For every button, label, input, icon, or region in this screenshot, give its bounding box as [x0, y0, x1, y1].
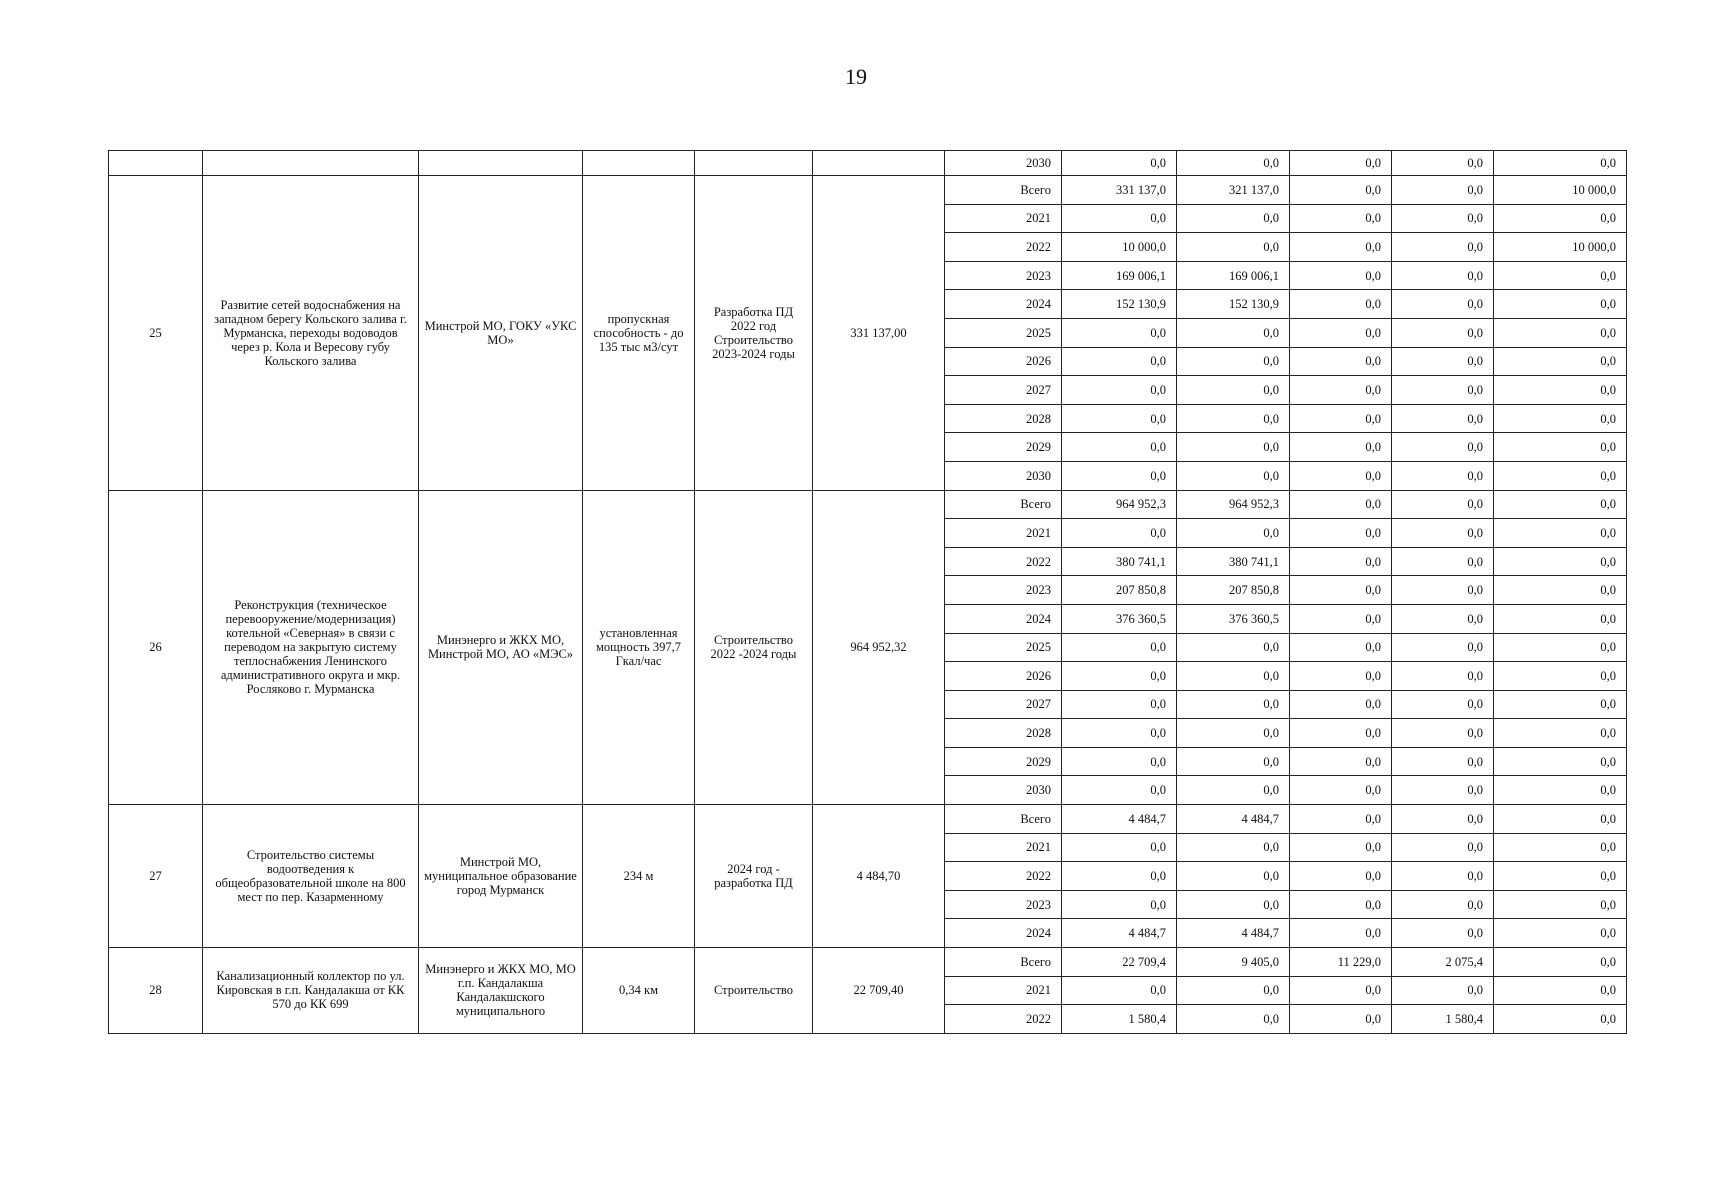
value-cell: 376 360,5 — [1062, 604, 1177, 633]
investment-projects-table — [108, 150, 1627, 1034]
value-cell: 0,0 — [1392, 862, 1494, 891]
value-cell: 0,0 — [1494, 604, 1627, 633]
year-cell: 2023 — [945, 576, 1062, 605]
value-cell: 0,0 — [1392, 747, 1494, 776]
value-cell: 0,0 — [1494, 633, 1627, 662]
value-cell: 0,0 — [1392, 461, 1494, 490]
value-cell: 0,0 — [1494, 261, 1627, 290]
value-cell: 964 952,3 — [1177, 490, 1290, 519]
value-cell: 0,0 — [1392, 347, 1494, 376]
value-cell: 10 000,0 — [1494, 176, 1627, 205]
value-cell: 0,0 — [1392, 204, 1494, 233]
empty-cell — [695, 151, 813, 176]
year-cell: 2022 — [945, 862, 1062, 891]
value-cell: 4 484,7 — [1062, 805, 1177, 834]
year-cell: 2021 — [945, 833, 1062, 862]
value-cell: 0,0 — [1177, 976, 1290, 1005]
project-capacity: 234 м — [583, 805, 695, 948]
value-cell: 0,0 — [1290, 261, 1392, 290]
value-cell: 0,0 — [1290, 461, 1392, 490]
value-cell: 0,0 — [1494, 547, 1627, 576]
value-cell: 0,0 — [1392, 776, 1494, 805]
value-cell: 4 484,7 — [1177, 805, 1290, 834]
year-cell: 2021 — [945, 976, 1062, 1005]
year-cell: 2021 — [945, 519, 1062, 548]
value-cell: 0,0 — [1177, 862, 1290, 891]
value-cell: 0,0 — [1392, 547, 1494, 576]
value-cell: 0,0 — [1062, 890, 1177, 919]
value-cell: 0,0 — [1494, 347, 1627, 376]
value-cell: 0,0 — [1177, 151, 1290, 176]
value-cell: 0,0 — [1290, 633, 1392, 662]
value-cell: 0,0 — [1177, 1005, 1290, 1034]
value-cell: 376 360,5 — [1177, 604, 1290, 633]
value-cell: 0,0 — [1062, 662, 1177, 691]
year-cell: Всего — [945, 805, 1062, 834]
value-cell: 0,0 — [1392, 719, 1494, 748]
value-cell: 0,0 — [1392, 376, 1494, 405]
empty-cell — [583, 151, 695, 176]
value-cell: 0,0 — [1062, 204, 1177, 233]
value-cell: 4 484,7 — [1177, 919, 1290, 948]
value-cell: 0,0 — [1494, 490, 1627, 519]
empty-cell — [109, 151, 203, 176]
value-cell: 0,0 — [1290, 719, 1392, 748]
value-cell: 0,0 — [1177, 776, 1290, 805]
value-cell: 0,0 — [1177, 633, 1290, 662]
year-cell: 2024 — [945, 290, 1062, 319]
year-cell: 2022 — [945, 233, 1062, 262]
table-row — [109, 805, 1627, 834]
value-cell: 0,0 — [1177, 318, 1290, 347]
value-cell: 0,0 — [1290, 919, 1392, 948]
value-cell: 0,0 — [1290, 404, 1392, 433]
value-cell: 0,0 — [1392, 261, 1494, 290]
value-cell: 0,0 — [1494, 290, 1627, 319]
year-cell: 2025 — [945, 633, 1062, 662]
value-cell: 0,0 — [1062, 776, 1177, 805]
value-cell: 0,0 — [1392, 318, 1494, 347]
value-cell: 0,0 — [1290, 176, 1392, 205]
value-cell: 0,0 — [1290, 604, 1392, 633]
table-row — [109, 176, 1627, 205]
year-cell: 2027 — [945, 376, 1062, 405]
value-cell: 0,0 — [1494, 204, 1627, 233]
value-cell: 0,0 — [1392, 433, 1494, 462]
value-cell: 0,0 — [1290, 862, 1392, 891]
value-cell: 0,0 — [1392, 233, 1494, 262]
value-cell: 0,0 — [1062, 747, 1177, 776]
value-cell: 152 130,9 — [1062, 290, 1177, 319]
project-name: Развитие сетей водоснабжения на западном берегу Кольского залива г. Мурманска, переходы водоводов через р. Кола и Вересову губу Кольского залива — [203, 176, 419, 491]
value-cell: 0,0 — [1494, 833, 1627, 862]
empty-cell — [813, 151, 945, 176]
year-cell: 2021 — [945, 204, 1062, 233]
value-cell: 0,0 — [1494, 151, 1627, 176]
value-cell: 0,0 — [1177, 833, 1290, 862]
year-cell: 2028 — [945, 719, 1062, 748]
project-number: 27 — [109, 805, 203, 948]
year-cell: Всего — [945, 490, 1062, 519]
project-period: Строительство — [695, 948, 813, 1034]
value-cell: 0,0 — [1290, 690, 1392, 719]
value-cell: 0,0 — [1494, 747, 1627, 776]
value-cell: 0,0 — [1290, 290, 1392, 319]
value-cell: 0,0 — [1290, 776, 1392, 805]
value-cell: 321 137,0 — [1177, 176, 1290, 205]
value-cell: 0,0 — [1290, 833, 1392, 862]
value-cell: 0,0 — [1177, 719, 1290, 748]
value-cell: 1 580,4 — [1392, 1005, 1494, 1034]
project-executor: Минэнерго и ЖКХ МО, Минстрой МО, АО «МЭС» — [419, 490, 583, 805]
value-cell: 0,0 — [1177, 204, 1290, 233]
table-row — [109, 948, 1627, 977]
value-cell: 0,0 — [1062, 433, 1177, 462]
project-number: 28 — [109, 948, 203, 1034]
value-cell: 0,0 — [1290, 490, 1392, 519]
value-cell: 0,0 — [1177, 461, 1290, 490]
year-cell: Всего — [945, 176, 1062, 205]
value-cell: 169 006,1 — [1177, 261, 1290, 290]
value-cell: 0,0 — [1290, 318, 1392, 347]
value-cell: 0,0 — [1494, 805, 1627, 834]
value-cell: 9 405,0 — [1177, 948, 1290, 977]
value-cell: 0,0 — [1392, 890, 1494, 919]
page-number: 19 — [845, 64, 867, 89]
value-cell: 11 229,0 — [1290, 948, 1392, 977]
year-cell: 2022 — [945, 547, 1062, 576]
value-cell: 0,0 — [1290, 433, 1392, 462]
value-cell: 0,0 — [1494, 919, 1627, 948]
value-cell: 152 130,9 — [1177, 290, 1290, 319]
value-cell: 0,0 — [1494, 890, 1627, 919]
value-cell: 0,0 — [1177, 662, 1290, 691]
value-cell: 4 484,7 — [1062, 919, 1177, 948]
value-cell: 0,0 — [1062, 976, 1177, 1005]
value-cell: 0,0 — [1177, 519, 1290, 548]
empty-cell — [419, 151, 583, 176]
year-cell: 2024 — [945, 919, 1062, 948]
value-cell: 0,0 — [1392, 404, 1494, 433]
value-cell: 0,0 — [1177, 376, 1290, 405]
project-number: 25 — [109, 176, 203, 491]
project-capacity: пропускная способность - до 135 тыс м3/сут — [583, 176, 695, 491]
value-cell: 0,0 — [1494, 376, 1627, 405]
value-cell: 0,0 — [1062, 151, 1177, 176]
value-cell: 0,0 — [1062, 833, 1177, 862]
value-cell: 0,0 — [1290, 576, 1392, 605]
project-cost: 331 137,00 — [813, 176, 945, 491]
value-cell: 0,0 — [1392, 490, 1494, 519]
value-cell: 0,0 — [1177, 404, 1290, 433]
value-cell: 964 952,3 — [1062, 490, 1177, 519]
value-cell: 0,0 — [1494, 662, 1627, 691]
project-cost: 964 952,32 — [813, 490, 945, 805]
year-cell: Всего — [945, 948, 1062, 977]
value-cell: 207 850,8 — [1177, 576, 1290, 605]
value-cell: 0,0 — [1494, 461, 1627, 490]
project-period: Строительство 2022 -2024 годы — [695, 490, 813, 805]
value-cell: 0,0 — [1062, 633, 1177, 662]
value-cell: 0,0 — [1062, 519, 1177, 548]
value-cell: 0,0 — [1494, 862, 1627, 891]
year-cell: 2026 — [945, 347, 1062, 376]
value-cell: 0,0 — [1062, 404, 1177, 433]
year-cell: 2028 — [945, 404, 1062, 433]
value-cell: 10 000,0 — [1062, 233, 1177, 262]
project-capacity: 0,34 км — [583, 948, 695, 1034]
value-cell: 1 580,4 — [1062, 1005, 1177, 1034]
value-cell: 0,0 — [1290, 747, 1392, 776]
value-cell: 0,0 — [1062, 318, 1177, 347]
value-cell: 0,0 — [1290, 890, 1392, 919]
value-cell: 0,0 — [1290, 519, 1392, 548]
value-cell: 0,0 — [1177, 433, 1290, 462]
value-cell: 0,0 — [1392, 633, 1494, 662]
value-cell: 0,0 — [1177, 747, 1290, 776]
year-cell: 2025 — [945, 318, 1062, 347]
table-row — [109, 151, 1627, 176]
project-period: Разработка ПД 2022 год Строительство 2023-2024 годы — [695, 176, 813, 491]
value-cell: 0,0 — [1062, 376, 1177, 405]
value-cell: 207 850,8 — [1062, 576, 1177, 605]
value-cell: 0,0 — [1177, 690, 1290, 719]
value-cell: 169 006,1 — [1062, 261, 1177, 290]
value-cell: 0,0 — [1062, 347, 1177, 376]
value-cell: 0,0 — [1290, 547, 1392, 576]
value-cell: 0,0 — [1062, 461, 1177, 490]
value-cell: 0,0 — [1494, 576, 1627, 605]
value-cell: 0,0 — [1392, 290, 1494, 319]
year-cell: 2027 — [945, 690, 1062, 719]
value-cell: 0,0 — [1494, 433, 1627, 462]
project-cost: 22 709,40 — [813, 948, 945, 1034]
value-cell: 0,0 — [1177, 347, 1290, 376]
value-cell: 0,0 — [1392, 151, 1494, 176]
year-cell: 2022 — [945, 1005, 1062, 1034]
value-cell: 380 741,1 — [1062, 547, 1177, 576]
value-cell: 0,0 — [1290, 1005, 1392, 1034]
year-cell: 2026 — [945, 662, 1062, 691]
project-period: 2024 год - разработка ПД — [695, 805, 813, 948]
year-cell: 2029 — [945, 433, 1062, 462]
value-cell: 2 075,4 — [1392, 948, 1494, 977]
value-cell: 0,0 — [1062, 719, 1177, 748]
value-cell: 22 709,4 — [1062, 948, 1177, 977]
value-cell: 0,0 — [1062, 862, 1177, 891]
value-cell: 331 137,0 — [1062, 176, 1177, 205]
value-cell: 0,0 — [1392, 690, 1494, 719]
project-name: Канализационный коллектор по ул. Кировская в г.п. Кандалакша от КК 570 до КК 699 — [203, 948, 419, 1034]
year-cell: 2029 — [945, 747, 1062, 776]
project-executor: Минэнерго и ЖКХ МО, МО г.п. Кандалакша Кандалакшского муниципального — [419, 948, 583, 1034]
value-cell: 0,0 — [1392, 576, 1494, 605]
value-cell: 0,0 — [1177, 233, 1290, 262]
table-row — [109, 490, 1627, 519]
value-cell: 0,0 — [1392, 919, 1494, 948]
value-cell: 0,0 — [1494, 948, 1627, 977]
value-cell: 0,0 — [1290, 662, 1392, 691]
project-executor: Минстрой МО, ГОКУ «УКС МО» — [419, 176, 583, 491]
value-cell: 0,0 — [1494, 976, 1627, 1005]
value-cell: 380 741,1 — [1177, 547, 1290, 576]
project-name: Строительство системы водоотведения к общеобразовательной школе на 800 мест по пер. Казарменному — [203, 805, 419, 948]
value-cell: 0,0 — [1177, 890, 1290, 919]
value-cell: 0,0 — [1392, 805, 1494, 834]
value-cell: 0,0 — [1392, 833, 1494, 862]
value-cell: 0,0 — [1494, 690, 1627, 719]
year-cell: 2030 — [945, 461, 1062, 490]
value-cell: 0,0 — [1494, 404, 1627, 433]
project-cost: 4 484,70 — [813, 805, 945, 948]
value-cell: 0,0 — [1392, 662, 1494, 691]
project-name: Реконструкция (техническое перевооружение/модернизация) котельной «Северная» в связи с переводом на закрытую систему теплоснабжения Ленинского административного округа и мкр. Росляково г. Мурманска — [203, 490, 419, 805]
value-cell: 0,0 — [1392, 604, 1494, 633]
value-cell: 0,0 — [1494, 776, 1627, 805]
value-cell: 0,0 — [1290, 347, 1392, 376]
value-cell: 0,0 — [1290, 233, 1392, 262]
value-cell: 0,0 — [1392, 519, 1494, 548]
value-cell: 10 000,0 — [1494, 233, 1627, 262]
value-cell: 0,0 — [1290, 805, 1392, 834]
year-cell: 2024 — [945, 604, 1062, 633]
value-cell: 0,0 — [1062, 690, 1177, 719]
value-cell: 0,0 — [1392, 176, 1494, 205]
value-cell: 0,0 — [1494, 1005, 1627, 1034]
value-cell: 0,0 — [1290, 376, 1392, 405]
value-cell: 0,0 — [1290, 976, 1392, 1005]
value-cell: 0,0 — [1290, 204, 1392, 233]
project-number: 26 — [109, 490, 203, 805]
value-cell: 0,0 — [1392, 976, 1494, 1005]
empty-cell — [203, 151, 419, 176]
value-cell: 0,0 — [1494, 519, 1627, 548]
value-cell: 0,0 — [1494, 318, 1627, 347]
year-cell: 2030 — [945, 151, 1062, 176]
year-cell: 2023 — [945, 890, 1062, 919]
value-cell: 0,0 — [1494, 719, 1627, 748]
year-cell: 2023 — [945, 261, 1062, 290]
project-capacity: установленная мощность 397,7 Гкал/час — [583, 490, 695, 805]
year-cell: 2030 — [945, 776, 1062, 805]
project-executor: Минстрой МО, муниципальное образование город Мурманск — [419, 805, 583, 948]
value-cell: 0,0 — [1290, 151, 1392, 176]
